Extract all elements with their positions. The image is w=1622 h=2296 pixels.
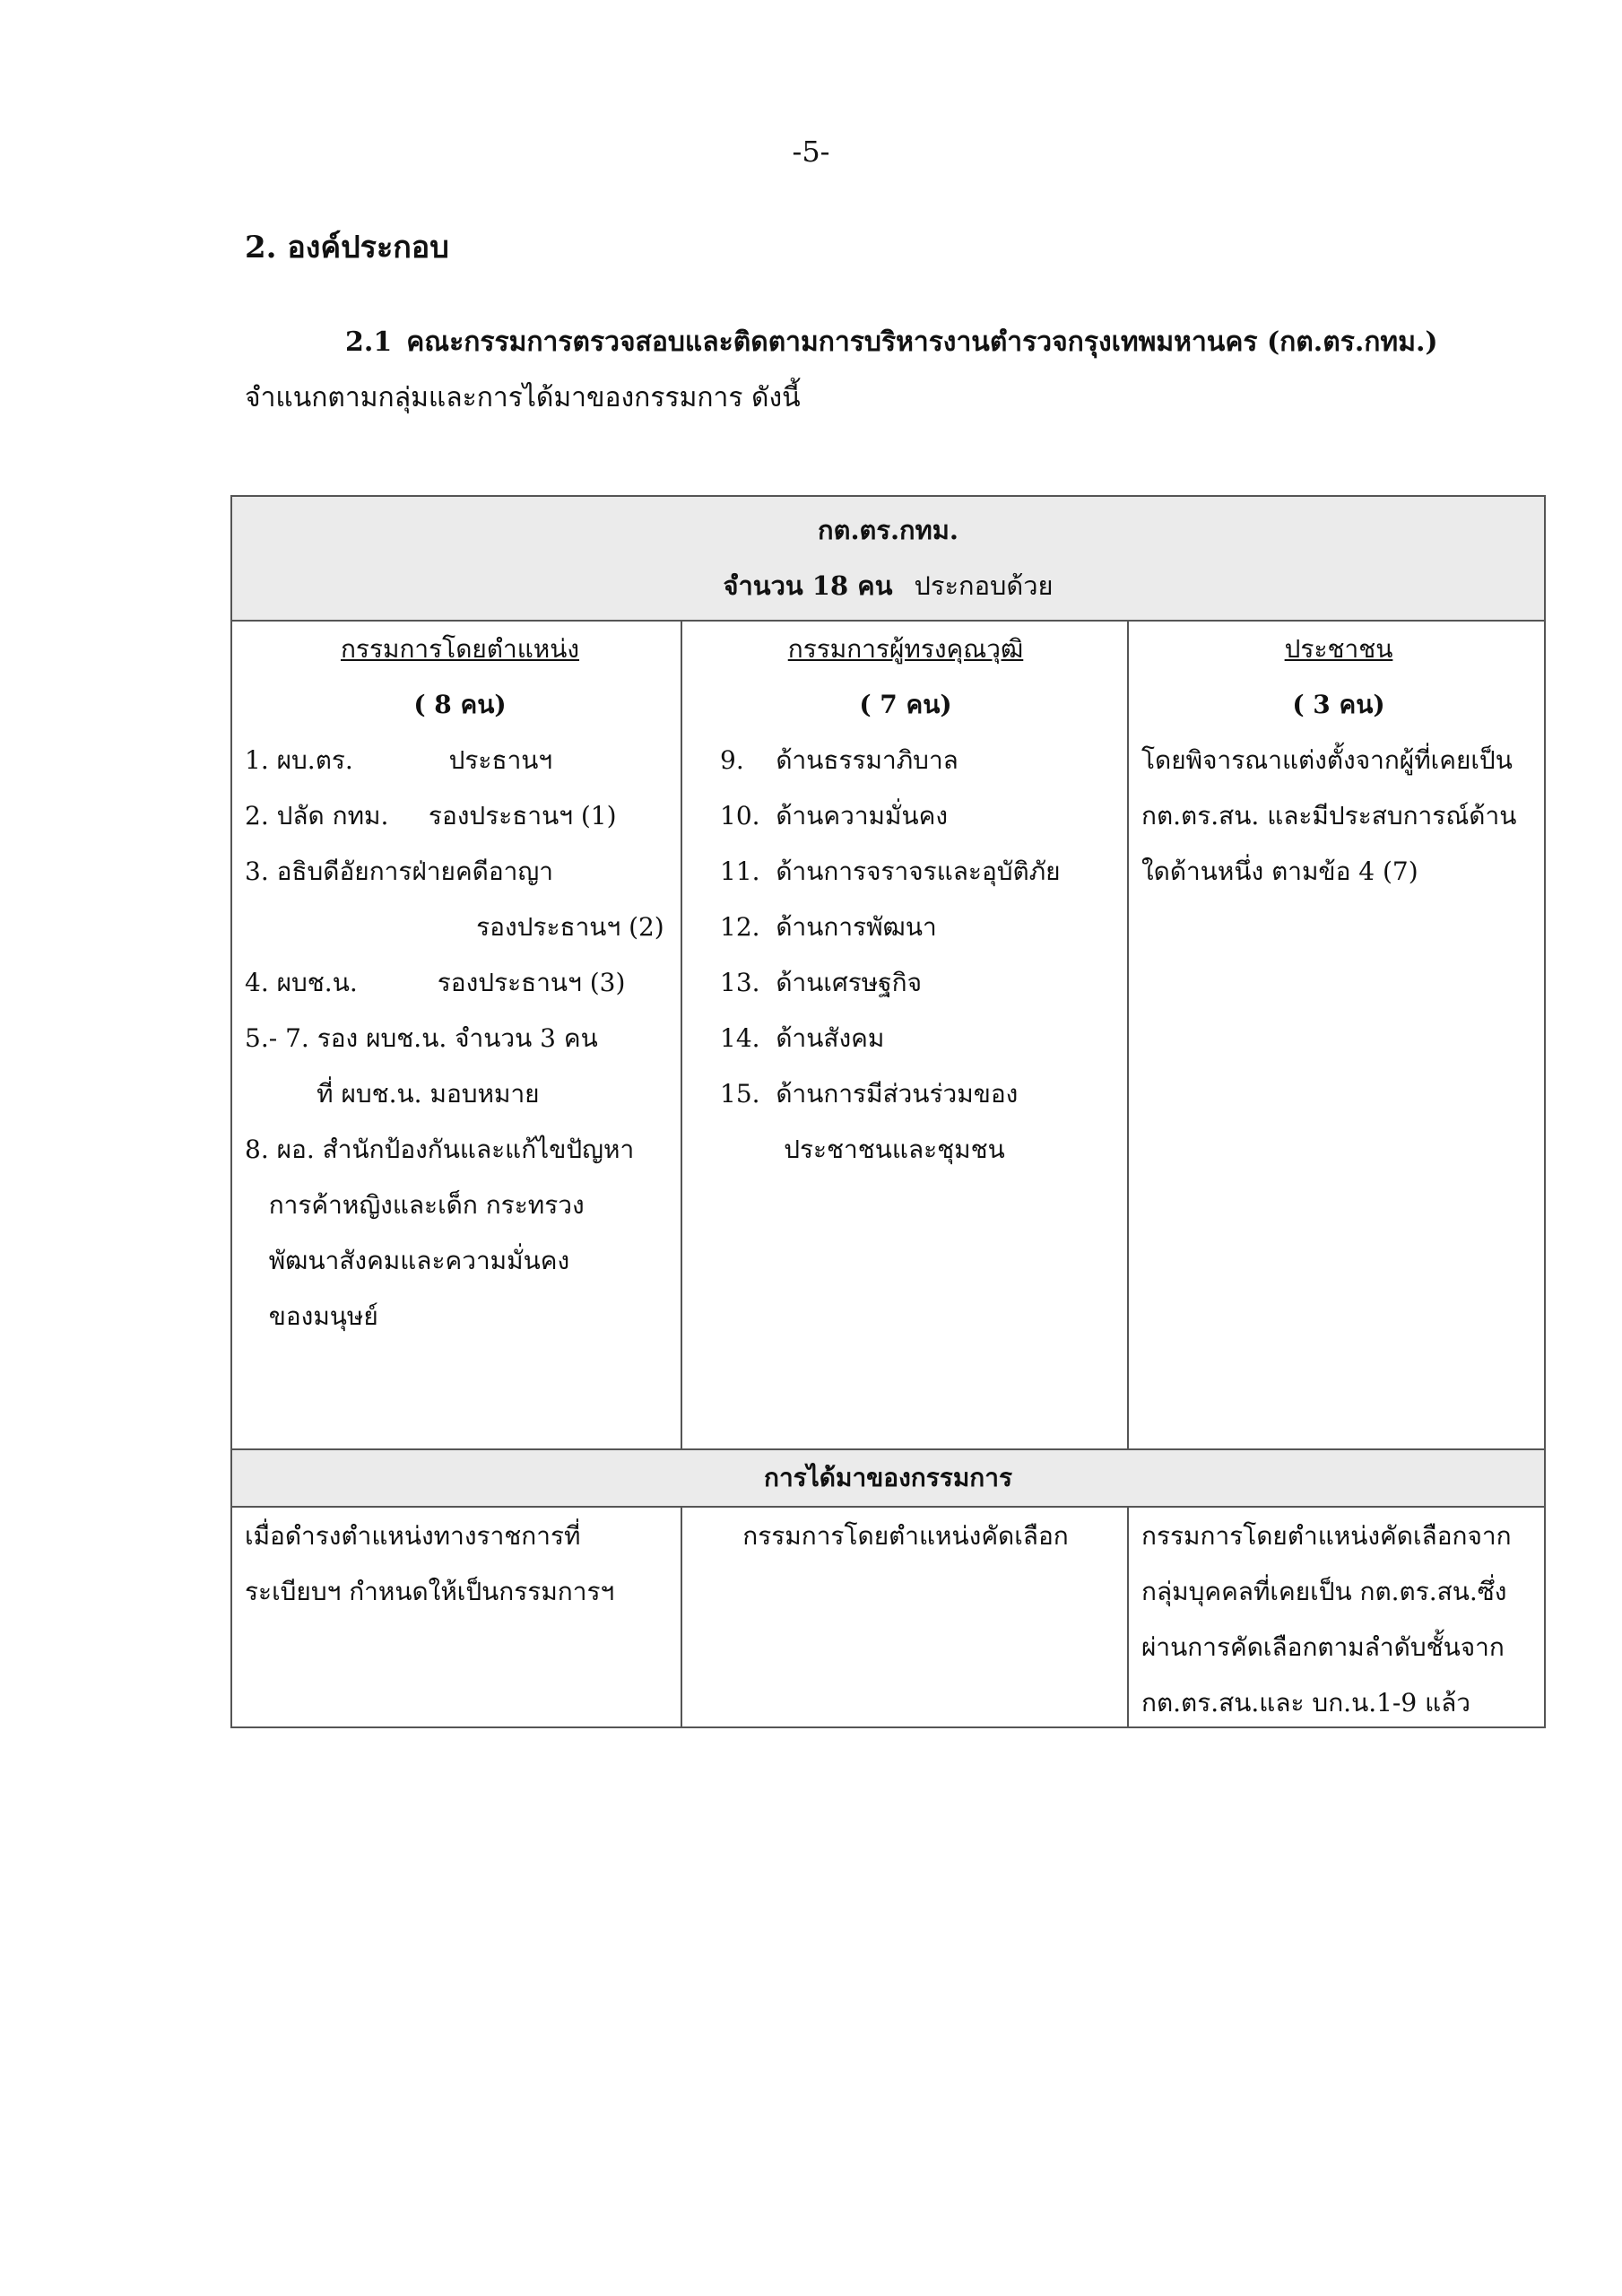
- column-ex-officio: [245, 622, 675, 1344]
- acquisition-line: ระเบียบฯ กำหนดให้เป็นกรรมการฯ: [245, 1577, 615, 1606]
- list-item: 12. ด้านการพัฒนา: [720, 912, 937, 942]
- list-item: โดยพิจารณาแต่งตั้งจากผู้ที่เคยเป็น: [1141, 745, 1513, 775]
- sub-heading-text: คณะกรรมการตรวจสอบและติดตามการบริหารงานตำรวจกรุงเทพมหานคร (กต.ตร.กทม.): [406, 326, 1438, 358]
- section-heading: 2. องค์ประกอบ: [245, 230, 449, 265]
- acquisition-ex-officio: [245, 1509, 675, 1620]
- list-item: 4. ผบช.น. รองประธานฯ (3): [245, 968, 626, 997]
- acquisition-line: กต.ตร.สน.และ บก.น.1-9 แล้ว: [1141, 1688, 1471, 1718]
- list-item: 3. อธิบดีอัยการฝ่ายคดีอาญา: [245, 857, 553, 886]
- acquisition-experts: [695, 1509, 1116, 1564]
- member-count-suffix: ประกอบด้วย: [914, 570, 1054, 601]
- list-item: 15. ด้านการมีส่วนร่วมของ: [720, 1079, 1019, 1109]
- acquisition-header: การได้มาของกรรมการ: [232, 1448, 1544, 1508]
- list-item: 9. ด้านธรรมาภิบาล: [720, 745, 958, 775]
- acquisition-line: กรรมการโดยตำแหน่งคัดเลือก: [742, 1521, 1069, 1551]
- column-divider-2: [1127, 620, 1129, 1448]
- column-header: กรรมการโดยตำแหน่ง: [340, 634, 580, 664]
- list-item: ใดด้านหนึ่ง ตามข้อ 4 (7): [1141, 857, 1418, 886]
- column-divider-1: [681, 620, 682, 1448]
- list-item: ของมนุษย์: [245, 1301, 378, 1331]
- list-item: 10. ด้านความมั่นคง: [720, 801, 949, 831]
- sub-heading: [345, 321, 1556, 363]
- column-experts: [695, 622, 1116, 1178]
- list-item: กต.ตร.สน. และมีประสบการณ์ด้าน: [1141, 801, 1517, 831]
- list-item: ประชาชนและชุมชน: [720, 1135, 1005, 1164]
- list-item: การค้าหญิงและเด็ก กระทรวง: [245, 1190, 585, 1220]
- column-header: ประชาชน: [1284, 634, 1393, 664]
- list-item: 8. ผอ. สำนักป้องกันและแก้ไขปัญหา: [245, 1135, 635, 1164]
- column-header: กรรมการผู้ทรงคุณวุฒิ: [787, 634, 1024, 664]
- column-divider-2b: [1127, 1504, 1129, 1726]
- list-item: 2. ปลัด กทม. รองประธานฯ (1): [245, 801, 617, 831]
- list-item: 14. ด้านสังคม: [720, 1023, 885, 1053]
- column-count: ( 8 คน): [413, 690, 507, 719]
- list-item: 13. ด้านเศรษฐกิจ: [720, 968, 923, 997]
- acquisition-line: ผ่านการคัดเลือกตามลำดับชั้นจาก: [1141, 1632, 1505, 1662]
- member-count: จำนวน 18 คน: [723, 570, 893, 601]
- column-count: ( 7 คน): [859, 690, 952, 719]
- column-divider-1b: [681, 1504, 682, 1726]
- list-item: 5.- 7. รอง ผบช.น. จำนวน 3 คน: [245, 1023, 598, 1053]
- column-items: [245, 733, 675, 1344]
- list-item: พัฒนาสังคมและความมั่นคง: [245, 1246, 570, 1275]
- composition-table: [230, 495, 1546, 1728]
- column-count: ( 3 คน): [1292, 690, 1385, 719]
- acquisition-public: [1141, 1509, 1536, 1731]
- acquisition-line: กลุ่มบุคคลที่เคยเป็น กต.ตร.สน.ซึ่ง: [1141, 1577, 1507, 1606]
- table-count: [232, 565, 1544, 606]
- page-number: -5-: [792, 135, 830, 169]
- sub-heading-number: 2.1: [345, 326, 393, 358]
- list-item: 1. ผบ.ตร. ประธานฯ: [245, 745, 553, 775]
- column-items: [1141, 733, 1536, 900]
- list-item: 11. ด้านการจราจรและอุบัติภัย: [720, 857, 1061, 886]
- acquisition-line: เมื่อดำรงตำแหน่งทางราชการที่: [245, 1521, 581, 1551]
- column-public: [1141, 622, 1536, 900]
- table-title: กต.ตร.กทม.: [818, 515, 958, 545]
- list-item: ที่ ผบช.น. มอบหมาย: [245, 1079, 540, 1109]
- column-items: [695, 733, 1116, 1178]
- table-header: [232, 497, 1544, 622]
- list-item: รองประธานฯ (2): [245, 912, 664, 942]
- intro-text: จำแนกตามกลุ่มและการได้มาของกรรมการ ดังนี้: [245, 382, 801, 413]
- acquisition-line: กรรมการโดยตำแหน่งคัดเลือกจาก: [1141, 1521, 1512, 1551]
